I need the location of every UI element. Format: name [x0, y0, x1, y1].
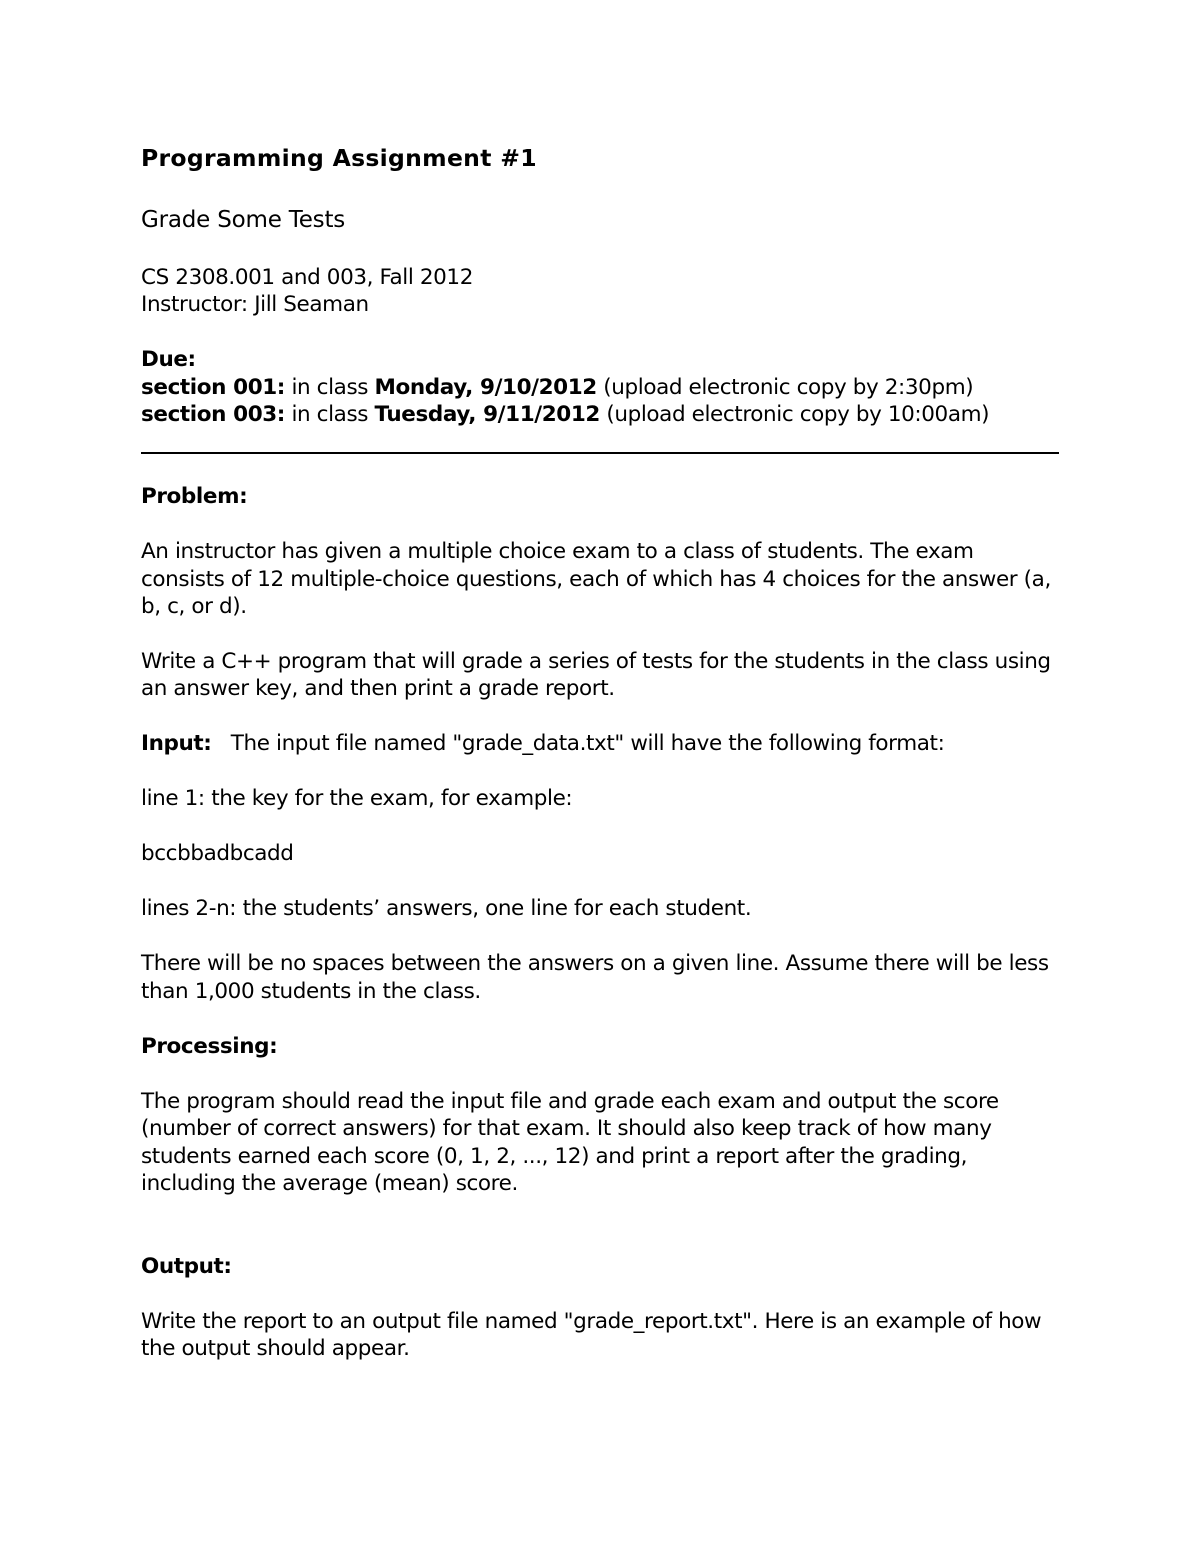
problem-para1-line: An instructor has given a multiple choice exam to a class of students. The exam — [141, 539, 974, 564]
problem-para2-line: Write a C++ program that will grade a series of tests for the students in the class using — [141, 649, 1051, 674]
section-001-date: Monday, 9/10/2012 — [374, 375, 597, 400]
section-003-pre: in class — [285, 402, 375, 427]
processing-para-line: including the average (mean) score. — [141, 1171, 518, 1196]
input-line1: line 1: the key for the exam, for example: — [141, 786, 573, 811]
output-para-line: the output should appear. — [141, 1336, 410, 1361]
processing-para-line: (number of correct answers) for that exam. It should also keep track of how many — [141, 1116, 992, 1141]
processing-para-line: students earned each score (0, 1, 2, ..., 12) and print a report after the grading, — [141, 1144, 968, 1169]
output-para-line: Write the report to an output file named "grade_report.txt". Here is an example of how — [141, 1309, 1042, 1334]
section-003-post: (upload electronic copy by 10:00am) — [599, 402, 990, 427]
section-003-date: Tuesday, 9/11/2012 — [374, 402, 600, 427]
input-example-key: bccbbadbcadd — [141, 841, 294, 866]
section-001-pre: in class — [285, 375, 375, 400]
page-subtitle: Grade Some Tests — [141, 207, 346, 233]
problem-heading: Problem: — [141, 484, 248, 509]
course-info: CS 2308.001 and 003, Fall 2012 — [141, 265, 473, 290]
input-note-line: There will be no spaces between the answers on a given line. Assume there will be less — [141, 951, 1049, 976]
input-lines-2-n: lines 2-n: the students’ answers, one line for each student. — [141, 896, 752, 921]
input-text: The input file named "grade_data.txt" will have the following format: — [211, 731, 945, 756]
problem-para1-line: consists of 12 multiple-choice questions, each of which has 4 choices for the answer (a, — [141, 567, 1051, 592]
due-section-001 — [141, 374, 973, 402]
processing-para-line: The program should read the input file and grade each exam and output the score — [141, 1089, 999, 1114]
input-line — [141, 730, 944, 758]
page-title: Programming Assignment #1 — [141, 144, 537, 172]
input-label: Input: — [141, 731, 212, 756]
input-note-line: than 1,000 students in the class. — [141, 979, 481, 1004]
problem-para2-line: an answer key, and then print a grade report. — [141, 676, 615, 701]
instructor-info: Instructor: Jill Seaman — [141, 292, 369, 317]
horizontal-divider — [141, 452, 1059, 454]
processing-heading: Processing: — [141, 1034, 278, 1059]
section-003-label: section 003: — [141, 402, 286, 427]
due-heading: Due: — [141, 347, 196, 372]
output-heading: Output: — [141, 1254, 232, 1279]
due-section-003 — [141, 401, 989, 429]
problem-para1-line: b, c, or d). — [141, 594, 247, 619]
section-001-post: (upload electronic copy by 2:30pm) — [596, 375, 974, 400]
section-001-label: section 001: — [141, 375, 286, 400]
